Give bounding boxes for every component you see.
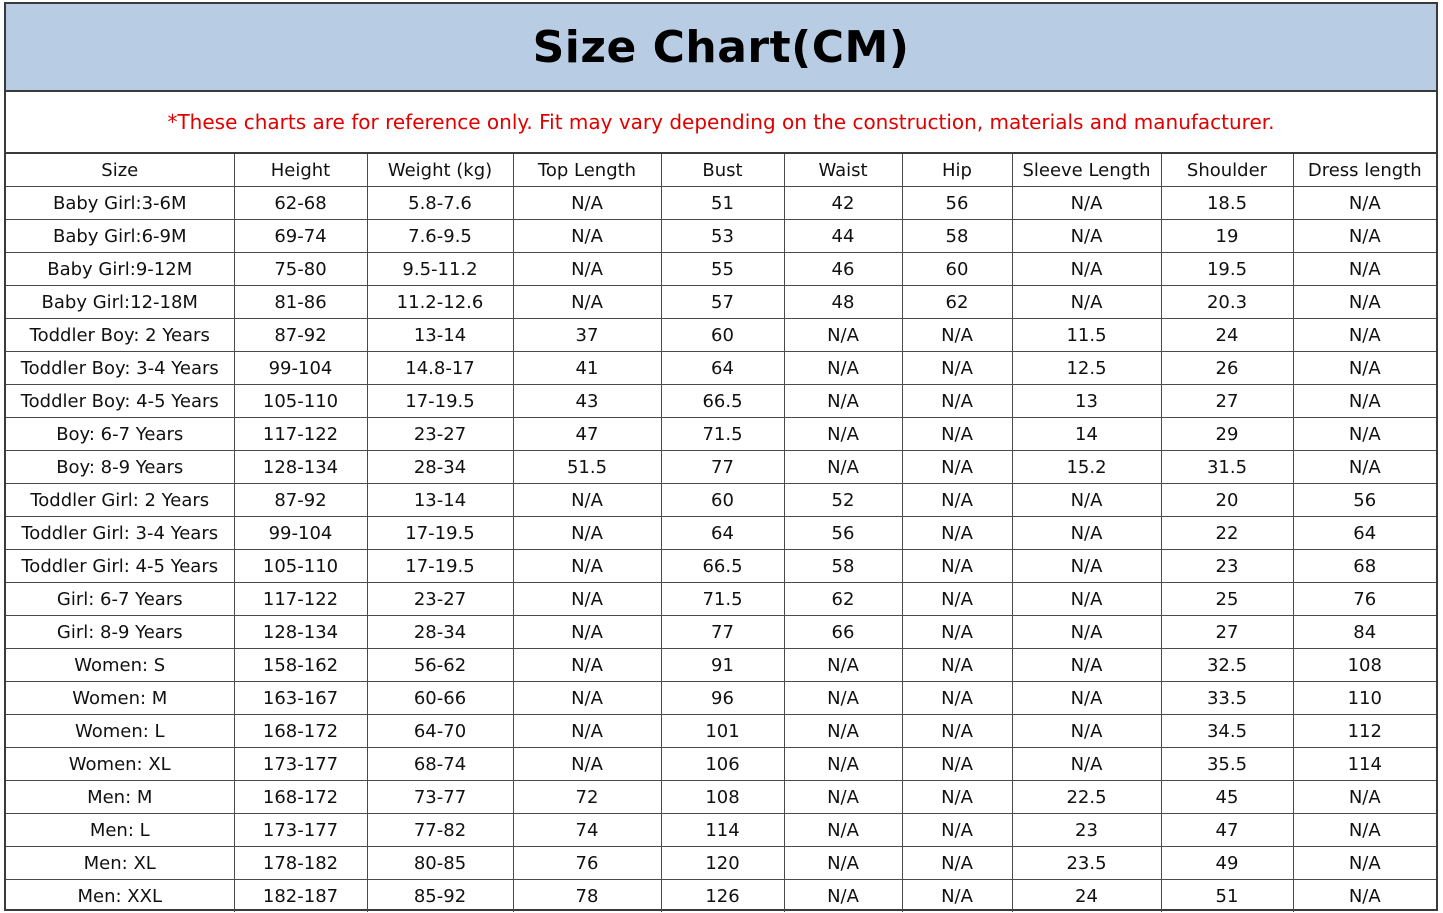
size-label-cell: Toddler Girl: 2 Years [6,484,234,517]
table-cell: N/A [1012,715,1161,748]
table-cell: 60-66 [367,682,513,715]
table-cell: 47 [513,418,661,451]
table-cell: 62-68 [234,187,367,220]
table-row [6,847,1436,880]
table-cell: 31.5 [1161,451,1293,484]
table-cell: 108 [1293,649,1436,682]
table-cell: 77 [661,616,784,649]
size-label-cell: Women: L [6,715,234,748]
table-cell: 168-172 [234,715,367,748]
table-cell: N/A [513,253,661,286]
table-cell: 14 [1012,418,1161,451]
table-cell: 87-92 [234,484,367,517]
size-label-cell: Boy: 6-7 Years [6,418,234,451]
table-cell: 84 [1293,616,1436,649]
table-cell: 77-82 [367,814,513,847]
table-cell: N/A [513,583,661,616]
table-cell: 51 [661,187,784,220]
table-row [6,451,1436,484]
table-cell: 60 [902,253,1012,286]
table-cell: N/A [513,715,661,748]
table-cell: 91 [661,649,784,682]
table-cell: 105-110 [234,550,367,583]
table-cell: 47 [1161,814,1293,847]
page-title: Size Chart(CM) [532,21,910,73]
table-cell: N/A [902,649,1012,682]
table-cell: N/A [902,616,1012,649]
table-cell: 57 [661,286,784,319]
table-cell: 41 [513,352,661,385]
table-cell: 101 [661,715,784,748]
table-cell: N/A [1012,748,1161,781]
table-cell: 173-177 [234,814,367,847]
column-header: Shoulder [1161,154,1293,187]
table-cell: 56 [1293,484,1436,517]
size-label-cell: Girl: 6-7 Years [6,583,234,616]
table-row [6,484,1436,517]
size-label-cell: Toddler Boy: 2 Years [6,319,234,352]
table-cell: N/A [1293,451,1436,484]
table-cell: 15.2 [1012,451,1161,484]
table-cell: 20 [1161,484,1293,517]
table-cell: N/A [902,385,1012,418]
table-row [6,187,1436,220]
table-cell: 72 [513,781,661,814]
table-cell: 105-110 [234,385,367,418]
table-cell: N/A [902,352,1012,385]
table-cell: 27 [1161,385,1293,418]
table-cell: 56 [784,517,902,550]
table-cell: 58 [902,220,1012,253]
table-cell: 51.5 [513,451,661,484]
table-cell: 22.5 [1012,781,1161,814]
table-cell: N/A [902,715,1012,748]
table-row [6,517,1436,550]
table-cell: 58 [784,550,902,583]
size-label-cell: Boy: 8-9 Years [6,451,234,484]
size-label-cell: Women: S [6,649,234,682]
table-cell: 46 [784,253,902,286]
table-row [6,385,1436,418]
table-cell: N/A [513,484,661,517]
table-cell: 120 [661,847,784,880]
table-cell: 5.8-7.6 [367,187,513,220]
table-cell: 66.5 [661,550,784,583]
table-cell: 26 [1161,352,1293,385]
table-cell: N/A [1293,352,1436,385]
table-cell: 11.2-12.6 [367,286,513,319]
table-cell: N/A [1012,649,1161,682]
table-cell: 29 [1161,418,1293,451]
table-cell: 128-134 [234,451,367,484]
size-label-cell: Women: XL [6,748,234,781]
column-header: Top Length [513,154,661,187]
table-cell: 23 [1161,550,1293,583]
table-cell: N/A [1293,418,1436,451]
table-cell: 114 [661,814,784,847]
table-cell: 27 [1161,616,1293,649]
table-cell: N/A [902,583,1012,616]
table-cell: 168-172 [234,781,367,814]
table-cell: 52 [784,484,902,517]
table-cell: 73-77 [367,781,513,814]
table-cell: N/A [1293,187,1436,220]
table-cell: N/A [1293,847,1436,880]
table-cell: N/A [513,286,661,319]
table-cell: 60 [661,484,784,517]
table-cell: N/A [784,814,902,847]
table-row [6,649,1436,682]
table-cell: N/A [902,451,1012,484]
table-cell: 76 [513,847,661,880]
table-cell: 64 [661,517,784,550]
table-cell: 126 [661,880,784,913]
table-row [6,748,1436,781]
table-row [6,814,1436,847]
table-cell: N/A [513,649,661,682]
table-cell: N/A [902,682,1012,715]
table-cell: 23.5 [1012,847,1161,880]
table-cell: N/A [1293,385,1436,418]
table-cell: 23 [1012,814,1161,847]
table-cell: 19.5 [1161,253,1293,286]
table-row [6,253,1436,286]
table-cell: 14.8-17 [367,352,513,385]
table-cell: 117-122 [234,583,367,616]
table-cell: N/A [784,385,902,418]
table-cell: 85-92 [367,880,513,913]
table-cell: N/A [902,550,1012,583]
size-label-cell: Toddler Boy: 3-4 Years [6,352,234,385]
table-cell: N/A [1012,682,1161,715]
table-cell: N/A [784,682,902,715]
table-cell: 163-167 [234,682,367,715]
table-cell: 110 [1293,682,1436,715]
table-row [6,220,1436,253]
table-cell: N/A [1012,517,1161,550]
table-row [6,550,1436,583]
size-label-cell: Girl: 8-9 Years [6,616,234,649]
table-cell: 74 [513,814,661,847]
table-cell: 62 [902,286,1012,319]
table-cell: 64 [1293,517,1436,550]
table-cell: 78 [513,880,661,913]
table-cell: N/A [513,550,661,583]
table-cell: 18.5 [1161,187,1293,220]
size-label-cell: Baby Girl:9-12M [6,253,234,286]
table-cell: 76 [1293,583,1436,616]
table-cell: N/A [784,748,902,781]
table-cell: N/A [784,451,902,484]
table-cell: 35.5 [1161,748,1293,781]
table-cell: N/A [513,187,661,220]
table-cell: 7.6-9.5 [367,220,513,253]
table-cell: 17-19.5 [367,550,513,583]
disclaimer-note: *These charts are for reference only. Fit may vary depending on the construction, materials and manufacturer. [167,110,1275,134]
table-row [6,319,1436,352]
table-cell: 51 [1161,880,1293,913]
disclaimer-banner [6,92,1436,154]
table-row [6,880,1436,913]
table-cell: 68-74 [367,748,513,781]
table-cell: 43 [513,385,661,418]
table-cell: N/A [902,814,1012,847]
table-cell: 158-162 [234,649,367,682]
table-cell: 108 [661,781,784,814]
size-chart-sheet [4,2,1438,911]
table-cell: 32.5 [1161,649,1293,682]
column-header: Sleeve Length [1012,154,1161,187]
table-cell: 60 [661,319,784,352]
size-label-cell: Women: M [6,682,234,715]
table-cell: N/A [902,748,1012,781]
table-cell: N/A [902,484,1012,517]
table-cell: N/A [513,616,661,649]
table-cell: 48 [784,286,902,319]
table-cell: 71.5 [661,583,784,616]
table-cell: N/A [1293,286,1436,319]
table-cell: 33.5 [1161,682,1293,715]
table-cell: 23-27 [367,418,513,451]
table-cell: N/A [784,880,902,913]
title-banner [6,4,1436,92]
table-row [6,616,1436,649]
table-cell: 17-19.5 [367,385,513,418]
table-row [6,418,1436,451]
table-cell: N/A [784,649,902,682]
table-cell: 19 [1161,220,1293,253]
table-cell: N/A [1293,814,1436,847]
table-cell: N/A [1012,220,1161,253]
size-label-cell: Toddler Girl: 4-5 Years [6,550,234,583]
table-cell: 34.5 [1161,715,1293,748]
table-cell: 68 [1293,550,1436,583]
table-cell: 12.5 [1012,352,1161,385]
table-cell: 22 [1161,517,1293,550]
column-header: Hip [902,154,1012,187]
table-cell: 96 [661,682,784,715]
column-header: Waist [784,154,902,187]
table-cell: 80-85 [367,847,513,880]
table-cell: N/A [1012,253,1161,286]
table-cell: 182-187 [234,880,367,913]
table-cell: 20.3 [1161,286,1293,319]
size-label-cell: Toddler Boy: 4-5 Years [6,385,234,418]
size-label-cell: Men: XXL [6,880,234,913]
table-cell: 75-80 [234,253,367,286]
table-cell: 25 [1161,583,1293,616]
table-cell: 81-86 [234,286,367,319]
size-label-cell: Toddler Girl: 3-4 Years [6,517,234,550]
table-cell: 77 [661,451,784,484]
table-cell: 178-182 [234,847,367,880]
table-cell: N/A [784,418,902,451]
table-cell: 13 [1012,385,1161,418]
table-cell: N/A [513,748,661,781]
column-header: Bust [661,154,784,187]
table-cell: N/A [1012,187,1161,220]
table-cell: N/A [902,781,1012,814]
table-cell: N/A [513,517,661,550]
table-cell: 42 [784,187,902,220]
column-header: Weight (kg) [367,154,513,187]
table-cell: N/A [1012,583,1161,616]
size-label-cell: Men: L [6,814,234,847]
table-cell: 53 [661,220,784,253]
table-cell: N/A [784,847,902,880]
table-cell: 106 [661,748,784,781]
table-cell: N/A [1293,253,1436,286]
size-label-cell: Baby Girl:3-6M [6,187,234,220]
table-cell: 17-19.5 [367,517,513,550]
table-cell: 99-104 [234,517,367,550]
table-cell: 128-134 [234,616,367,649]
table-cell: N/A [1012,616,1161,649]
table-cell: 66 [784,616,902,649]
table-cell: 28-34 [367,451,513,484]
table-row [6,682,1436,715]
table-cell: N/A [902,319,1012,352]
table-cell: N/A [902,847,1012,880]
table-cell: N/A [1012,484,1161,517]
column-header: Size [6,154,234,187]
table-row [6,715,1436,748]
table-cell: N/A [784,319,902,352]
table-cell: 62 [784,583,902,616]
column-header: Height [234,154,367,187]
table-cell: 71.5 [661,418,784,451]
table-cell: 49 [1161,847,1293,880]
size-label-cell: Men: XL [6,847,234,880]
table-cell: N/A [513,220,661,253]
table-cell: N/A [902,418,1012,451]
table-cell: 28-34 [367,616,513,649]
table-cell: 37 [513,319,661,352]
table-cell: 13-14 [367,319,513,352]
table-cell: 56 [902,187,1012,220]
size-table [6,154,1436,912]
table-body [6,187,1436,913]
table-cell: N/A [1012,286,1161,319]
table-cell: N/A [784,715,902,748]
table-cell: 13-14 [367,484,513,517]
table-row [6,583,1436,616]
table-cell: 44 [784,220,902,253]
table-cell: N/A [1293,319,1436,352]
table-cell: 24 [1012,880,1161,913]
table-cell: 114 [1293,748,1436,781]
table-cell: 56-62 [367,649,513,682]
table-cell: 45 [1161,781,1293,814]
table-cell: N/A [784,781,902,814]
table-cell: N/A [1293,220,1436,253]
column-header: Dress length [1293,154,1436,187]
table-row [6,352,1436,385]
table-cell: 24 [1161,319,1293,352]
size-label-cell: Baby Girl:6-9M [6,220,234,253]
table-cell: 66.5 [661,385,784,418]
table-cell: N/A [1293,781,1436,814]
table-cell: N/A [902,517,1012,550]
table-cell: N/A [1293,880,1436,913]
table-header-row [6,154,1436,187]
table-cell: 99-104 [234,352,367,385]
table-row [6,286,1436,319]
table-cell: N/A [784,352,902,385]
table-cell: 173-177 [234,748,367,781]
size-label-cell: Baby Girl:12-18M [6,286,234,319]
table-cell: 69-74 [234,220,367,253]
table-cell: 11.5 [1012,319,1161,352]
table-cell: 112 [1293,715,1436,748]
table-row [6,781,1436,814]
table-cell: 23-27 [367,583,513,616]
table-cell: 87-92 [234,319,367,352]
table-cell: 117-122 [234,418,367,451]
table-cell: N/A [902,880,1012,913]
table-cell: 64 [661,352,784,385]
size-label-cell: Men: M [6,781,234,814]
table-cell: N/A [513,682,661,715]
table-cell: 55 [661,253,784,286]
table-cell: 64-70 [367,715,513,748]
table-cell: N/A [1012,550,1161,583]
table-cell: 9.5-11.2 [367,253,513,286]
